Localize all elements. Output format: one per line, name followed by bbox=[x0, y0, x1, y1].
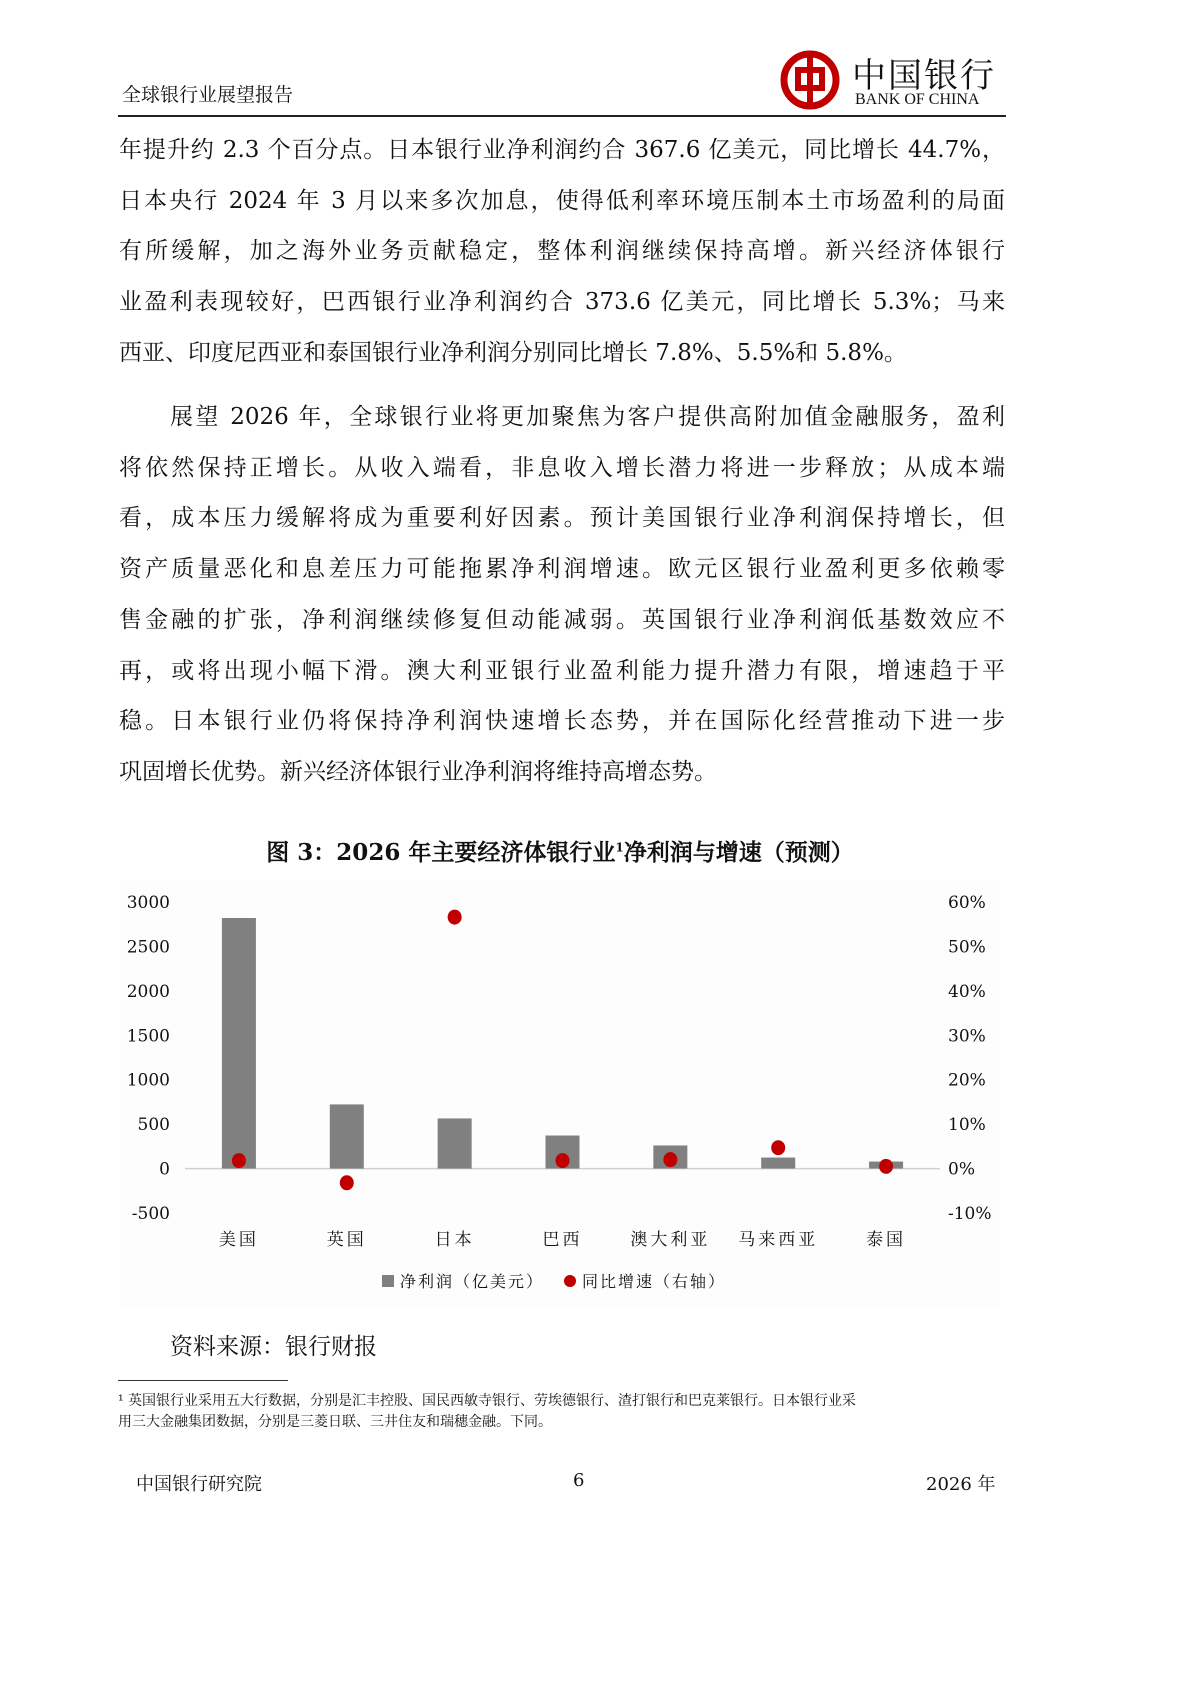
footnote-line-1: ¹ 英国银行业采用五大行数据，分别是汇丰控股、国民西敏寺银行、劳埃德银行、渣打银行和巴克莱银行。日本银行业采 bbox=[118, 1393, 857, 1409]
y2-tick-label: 50% bbox=[948, 937, 986, 958]
text-line: 资产质量恶化和息差压力可能拖累净利润增速。欧元区银行业盈利更多依赖零 bbox=[119, 556, 1005, 583]
bar-3 bbox=[438, 1118, 472, 1168]
chart-title-suffix: 净利润与增速（预测） bbox=[623, 839, 854, 866]
net-profit-chart bbox=[120, 880, 1000, 1310]
legend-point-swatch bbox=[564, 1275, 576, 1287]
bar-1 bbox=[222, 918, 256, 1169]
footer-year: 2026 年 bbox=[926, 1474, 996, 1495]
text-line: 年提升约 2.3 个百分点。日本银行业净利润约合 367.6 亿美元，同比增长 44.7%， bbox=[119, 137, 1005, 163]
bar-6 bbox=[761, 1158, 795, 1169]
x-tick-label: 英国 bbox=[326, 1230, 367, 1250]
y2-tick-label: 10% bbox=[948, 1115, 986, 1136]
x-tick-label: 泰国 bbox=[866, 1230, 907, 1250]
text-line: 将依然保持正增长。从收入端看，非息收入增长潜力将进一步释放；从成本端 bbox=[119, 454, 1005, 481]
text-line: 巩固增长优势。新兴经济体银行业净利润将维持高增态势。 bbox=[119, 758, 717, 785]
page-number: 6 bbox=[573, 1470, 585, 1491]
text-line: 展望 2026 年，全球银行业将更加聚焦为客户提供高附加值金融服务，盈利 bbox=[170, 404, 1005, 430]
text-line: 再，或将出现小幅下滑。澳大利亚银行业盈利能力提升潜力有限，增速趋于平 bbox=[119, 657, 1005, 684]
y2-tick-label: 20% bbox=[948, 1070, 986, 1091]
report-title: 全球银行业展望报告 bbox=[122, 84, 294, 106]
x-tick-label: 日本 bbox=[434, 1230, 475, 1250]
logo-english-text: BANK OF CHINA bbox=[855, 91, 980, 108]
growth-point-1 bbox=[232, 1153, 246, 1168]
growth-point-6 bbox=[771, 1140, 785, 1155]
y2-tick-label: 40% bbox=[948, 981, 986, 1002]
y-tick-label: -500 bbox=[131, 1204, 170, 1224]
y-tick-label: 2000 bbox=[126, 981, 170, 1002]
bar-2 bbox=[330, 1104, 364, 1168]
text-line: 看，成本压力缓解将成为重要利好因素。预计美国银行业净利润保持增长，但 bbox=[119, 505, 1005, 532]
legend-bar-swatch bbox=[382, 1275, 394, 1287]
y-tick-label: 1000 bbox=[126, 1070, 170, 1091]
legend-label-growth: 同比增速（右轴） bbox=[582, 1272, 727, 1291]
chart-title bbox=[120, 834, 1000, 867]
text-line: 业盈利表现较好，巴西银行业净利润约合 373.6 亿美元，同比增长 5.3%；马来 bbox=[119, 289, 1005, 316]
footnote-line-2: 用三大金融集团数据，分别是三菱日联、三井住友和瑞穗金融。下同。 bbox=[118, 1414, 552, 1430]
y-tick-label: 3000 bbox=[126, 893, 170, 913]
growth-point-7 bbox=[879, 1159, 893, 1174]
x-tick-label: 澳大利亚 bbox=[630, 1230, 711, 1250]
text-line: 有所缓解，加之海外业务贡献稳定，整体利润继续保持高增。新兴经济体银行 bbox=[119, 238, 1005, 265]
growth-point-5 bbox=[663, 1152, 677, 1167]
data-source: 资料来源：银行财报 bbox=[170, 1334, 377, 1360]
x-tick-label: 马来西亚 bbox=[738, 1230, 819, 1250]
y2-tick-label: 60% bbox=[948, 893, 986, 913]
logo-chinese-text: 中国银行 bbox=[852, 56, 996, 96]
legend-label-profit: 净利润（亿美元） bbox=[400, 1272, 545, 1291]
text-line: 日本央行 2024 年 3 月以来多次加息，使得低利率环境压制本土市场盈利的局面 bbox=[119, 187, 1005, 214]
growth-point-3 bbox=[448, 910, 462, 925]
y2-tick-label: 30% bbox=[948, 1026, 986, 1047]
y-tick-label: 0 bbox=[159, 1159, 170, 1180]
footer-org: 中国银行研究院 bbox=[136, 1474, 262, 1495]
text-line: 稳。日本银行业仍将保持净利润快速增长态势，并在国际化经营推动下进一步 bbox=[119, 708, 1005, 735]
growth-point-4 bbox=[556, 1153, 570, 1168]
footnote-mark: 1 bbox=[615, 840, 624, 855]
header-divider bbox=[118, 115, 1006, 117]
growth-point-2 bbox=[340, 1175, 354, 1190]
y2-tick-label: -10% bbox=[948, 1204, 992, 1224]
footnote-divider bbox=[118, 1380, 288, 1381]
x-tick-label: 巴西 bbox=[542, 1230, 583, 1250]
y-tick-label: 2500 bbox=[126, 937, 170, 958]
text-line: 售金融的扩张，净利润继续修复但动能减弱。英国银行业净利润低基数效应不 bbox=[119, 606, 1005, 633]
y-tick-label: 500 bbox=[137, 1115, 170, 1136]
y2-tick-label: 0% bbox=[948, 1159, 975, 1180]
y-tick-label: 1500 bbox=[126, 1026, 170, 1047]
chart-title-text: 图 3：2026 年主要经济体银行业 bbox=[266, 839, 616, 866]
x-tick-label: 美国 bbox=[218, 1230, 259, 1250]
text-line: 西亚、印度尼西亚和泰国银行业净利润分别同比增长 7.8%、5.5%和 5.8%。 bbox=[119, 339, 907, 366]
